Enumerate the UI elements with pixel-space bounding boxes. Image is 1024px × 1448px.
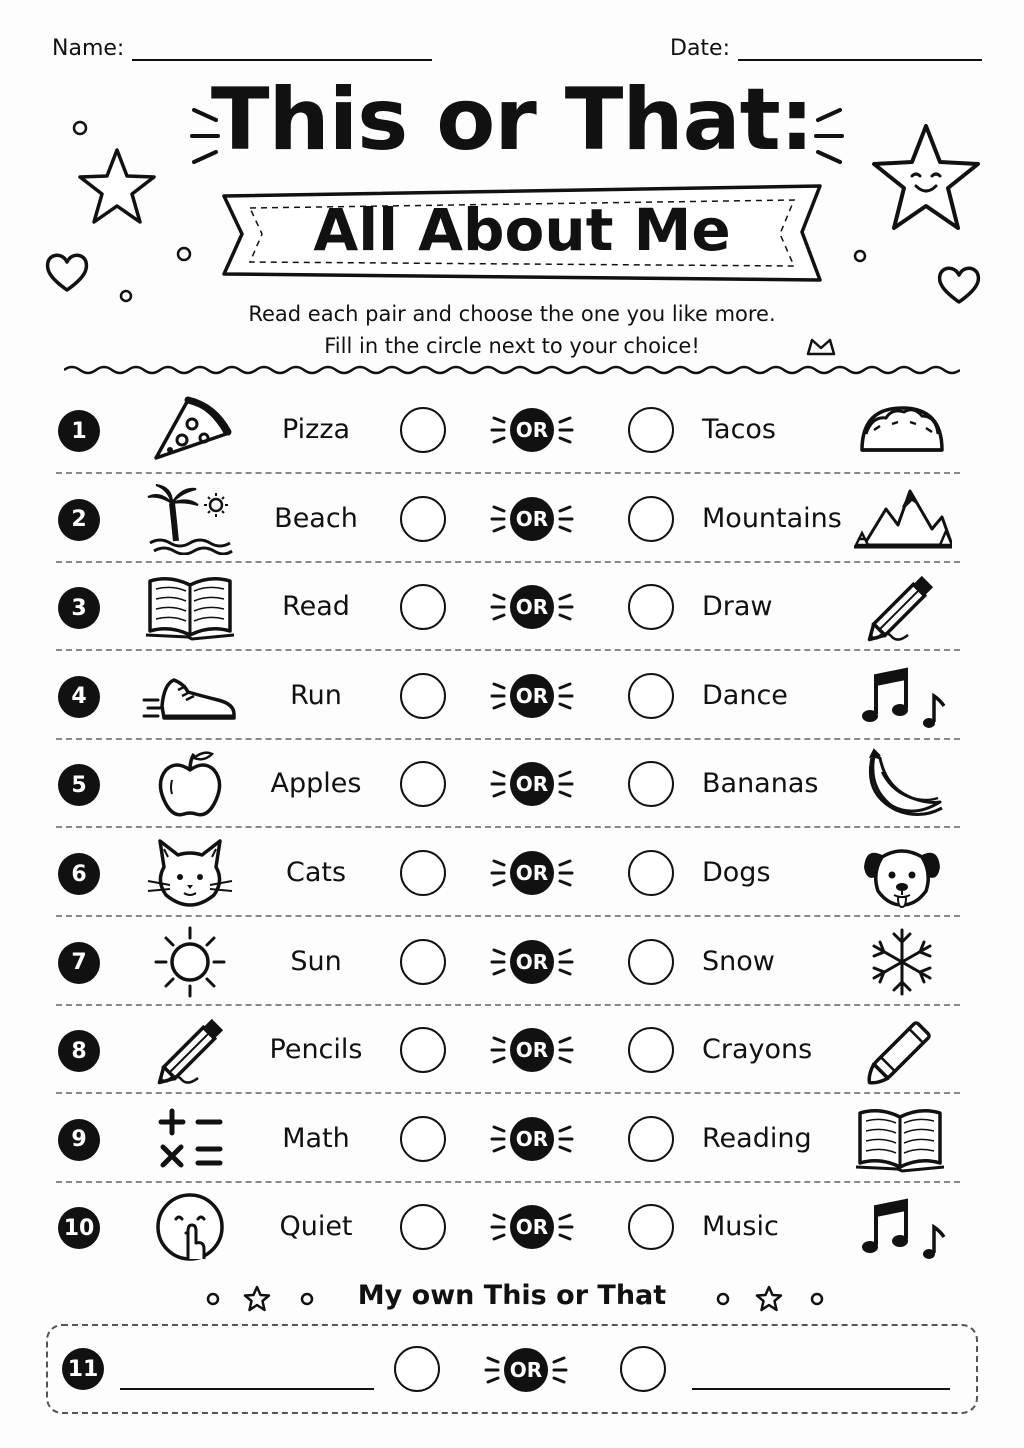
own-section-title: My own This or That [357,1280,667,1311]
row-number: 6 [58,853,100,895]
name-line[interactable] [132,37,432,61]
row-number: 9 [58,1119,100,1161]
small-crown-icon [804,334,838,358]
sneaker-icon [142,660,238,732]
row-number: 10 [58,1207,100,1249]
or-label: OR [504,1348,548,1392]
instructions-line-2: Fill in the circle next to your choice! [324,334,700,358]
right-choice-circle[interactable] [628,1027,674,1073]
right-option-label: Music [702,1211,779,1243]
crayon-icon [852,1014,952,1086]
own-choice-box [46,1324,978,1414]
left-option-label: Read [282,591,350,623]
or-label: OR [510,585,554,629]
music-notes-icon [852,660,952,732]
choice-row [56,652,960,740]
left-option-label: Pencils [269,1034,363,1066]
open-book-icon [142,571,238,643]
shush-face-icon [142,1191,238,1263]
left-choice-circle[interactable] [400,1027,446,1073]
or-badge [490,402,574,458]
right-option-label: Crayons [702,1034,813,1066]
heart-outline-icon [42,248,92,296]
left-option-label: Math [282,1122,350,1154]
date-line[interactable] [738,37,982,61]
row-number: 7 [58,942,100,984]
choice-row [56,386,960,474]
right-choice-circle[interactable] [628,584,674,630]
page-subtitle: All About Me [313,196,731,264]
left-option-label: Apples [270,768,362,800]
or-badge [490,1111,574,1167]
or-label: OR [510,762,554,806]
left-option-label: Pizza [281,414,351,445]
right-choice-circle[interactable] [628,1116,674,1162]
right-option-label: Snow [702,945,775,977]
right-choice-circle[interactable] [628,496,674,542]
date-label: Date: [670,36,730,61]
right-choice-circle[interactable] [628,1204,674,1250]
choice-row [56,475,960,563]
row-number: 4 [58,676,100,718]
taco-icon [852,394,952,466]
page-title: This or That: [210,70,814,170]
left-option-label: Run [290,679,342,711]
or-label: OR [510,851,554,895]
left-choice-circle[interactable] [400,850,446,896]
choice-row [56,1095,960,1183]
own-left-choice-circle[interactable] [394,1346,440,1392]
sun-icon [142,926,238,998]
dog-icon [852,837,952,909]
or-label: OR [510,1028,554,1072]
cat-icon [142,837,238,909]
left-option-label: Quiet [279,1211,353,1243]
or-badge [490,579,574,635]
math-symbols-icon [142,1103,238,1175]
or-badge [490,1199,574,1255]
subtitle-banner [220,178,824,288]
left-option-label: Cats [285,857,347,888]
pencil-icon [852,571,952,643]
left-choice-circle[interactable] [400,496,446,542]
row-number: 11 [62,1348,104,1390]
star-outline-icon [74,144,160,228]
left-choice-circle[interactable] [400,407,446,453]
choice-row [56,563,960,651]
row-number: 5 [58,764,100,806]
apple-icon [142,748,238,820]
or-badge [490,491,574,547]
mountains-icon [852,483,952,555]
or-label: OR [510,1205,554,1249]
right-choice-circle[interactable] [628,761,674,807]
pizza-icon [142,394,238,466]
instructions-line-1: Read each pair and choose the one you like more. [248,302,776,326]
or-label: OR [510,674,554,718]
right-option-label: Dance [702,679,788,711]
choice-row [56,740,960,828]
circle-dot-icon [174,244,194,264]
choice-row [56,918,960,1006]
right-choice-circle[interactable] [628,850,674,896]
music-notes-icon [852,1191,952,1263]
smiling-star-icon [866,120,986,238]
pencil-icon [142,1014,238,1086]
or-badge [490,668,574,724]
left-choice-circle[interactable] [400,584,446,630]
row-number: 1 [58,410,100,452]
left-choice-circle[interactable] [400,761,446,807]
row-number: 8 [58,1030,100,1072]
row-number: 2 [58,499,100,541]
snowflake-icon [852,926,952,998]
or-badge [490,934,574,990]
circle-dot-icon [70,118,90,138]
right-option-label: Bananas [702,768,819,800]
right-choice-circle[interactable] [628,407,674,453]
choice-row [56,1006,960,1094]
right-choice-circle[interactable] [628,673,674,719]
palm-tree-icon [142,483,238,555]
name-label: Name: [52,36,125,61]
row-number: 3 [58,587,100,629]
own-right-choice-circle[interactable] [620,1346,666,1392]
or-badge [484,1342,568,1398]
or-label: OR [510,940,554,984]
left-choice-circle[interactable] [400,1204,446,1250]
banana-icon [852,748,952,820]
choice-row [56,829,960,917]
right-option-label: Tacos [702,414,776,445]
right-option-label: Draw [702,591,773,623]
left-option-label: Sun [290,945,342,977]
right-option-label: Reading [702,1122,812,1154]
instructions [0,298,1024,362]
left-choice-circle[interactable] [400,673,446,719]
or-label: OR [510,497,554,541]
right-choice-circle[interactable] [628,939,674,985]
open-book-icon [852,1103,952,1175]
circle-dot-icon [850,246,870,266]
own-left-blank[interactable] [120,1388,374,1390]
or-label: OR [510,408,554,452]
name-field [52,36,432,61]
left-choice-circle[interactable] [400,939,446,985]
right-option-label: Mountains [702,502,842,534]
date-field [670,36,982,61]
own-right-blank[interactable] [692,1388,950,1390]
wavy-divider [64,362,960,378]
choice-row [56,1183,960,1271]
or-badge [490,756,574,812]
right-option-label: Dogs [702,857,771,888]
left-choice-circle[interactable] [400,1116,446,1162]
or-badge [490,1022,574,1078]
or-label: OR [510,1117,554,1161]
or-badge [490,845,574,901]
left-option-label: Beach [274,502,358,534]
